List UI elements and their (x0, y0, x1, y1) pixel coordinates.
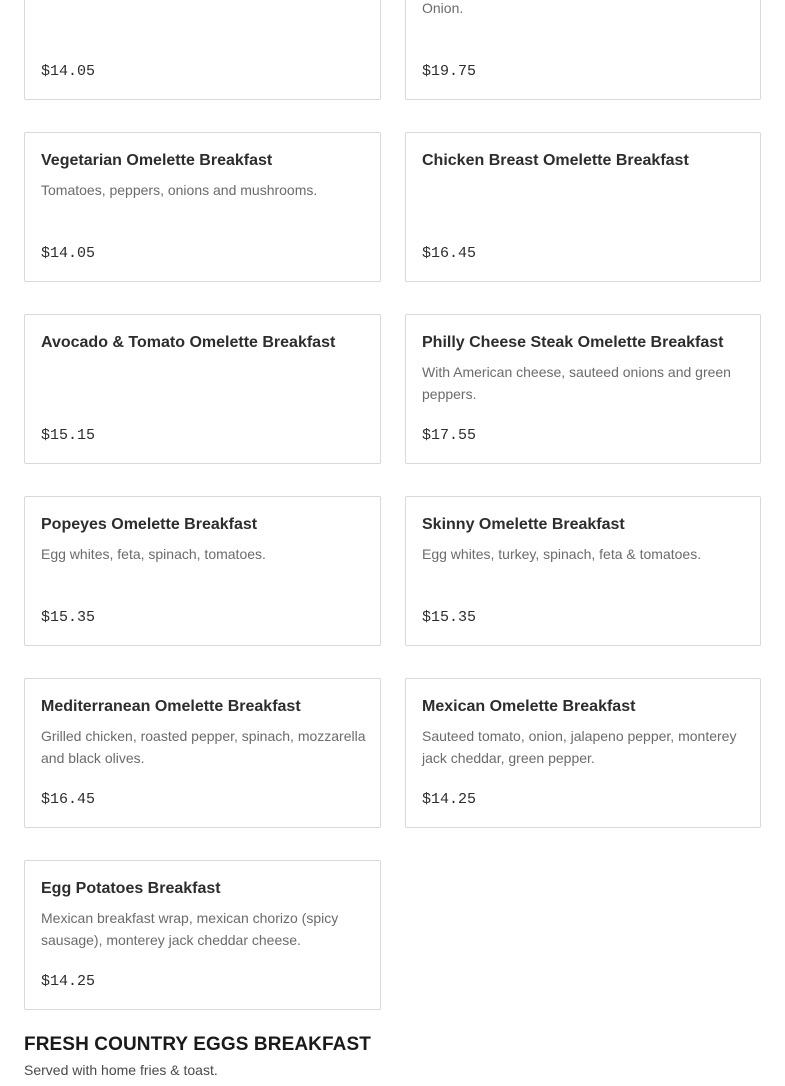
menu-item-card[interactable] (405, 496, 761, 646)
menu-item-card[interactable] (24, 0, 381, 100)
menu-item-grid (24, 0, 761, 1010)
menu-item-price: $14.05 (41, 63, 96, 80)
menu-item-description: Grilled chicken, roasted pepper, spinach, mozzarella and black olives. (41, 728, 366, 766)
menu-item-price: $19.75 (422, 63, 477, 80)
menu-item-price: $15.15 (41, 427, 96, 444)
menu-item-price: $14.05 (41, 245, 96, 262)
menu-item-name: Mediterranean Omelette Breakfast (41, 698, 301, 715)
menu-item-description: Sauteed tomato, onion, jalapeno pepper, monterey jack cheddar, green pepper. (422, 728, 737, 766)
menu-item-card[interactable] (24, 678, 381, 828)
menu-item-price: $16.45 (41, 791, 96, 808)
menu-item-name: Avocado & Tomato Omelette Breakfast (41, 334, 336, 351)
menu-section-header (24, 1033, 761, 1080)
menu-item-price: $15.35 (41, 609, 96, 626)
section-subtitle: Served with home fries & toast. (24, 1062, 218, 1078)
menu-item-card[interactable] (24, 496, 381, 646)
menu-item-description: With American cheese, sauteed onions and green peppers. (422, 364, 731, 402)
menu-item-card[interactable] (24, 132, 381, 282)
menu-item-name: Egg Potatoes Breakfast (41, 880, 221, 897)
menu-item-price: $16.45 (422, 245, 477, 262)
menu-item-name: Skinny Omelette Breakfast (422, 516, 625, 533)
menu-item-description: Tomatoes, peppers, onions and mushrooms. (41, 182, 318, 198)
menu-item-price: $15.35 (422, 609, 477, 626)
menu-item-card[interactable] (24, 314, 381, 464)
menu-item-card[interactable] (405, 314, 761, 464)
section-title: FRESH COUNTRY EGGS BREAKFAST (24, 1034, 371, 1055)
menu-item-name: Philly Cheese Steak Omelette Breakfast (422, 334, 724, 351)
menu-item-name: Vegetarian Omelette Breakfast (41, 152, 273, 169)
menu-item-description: Egg whites, turkey, spinach, feta & tomatoes. (422, 546, 702, 562)
menu-item-card[interactable] (24, 860, 381, 1010)
menu-item-price: $17.55 (422, 427, 477, 444)
menu-item-name: Popeyes Omelette Breakfast (41, 516, 258, 533)
menu-item-card[interactable] (405, 678, 761, 828)
menu-item-description: Egg whites, feta, spinach, tomatoes. (41, 546, 266, 562)
menu-item-description: Mexican breakfast wrap, mexican chorizo (spicy sausage), monterey jack cheddar cheese. (41, 910, 339, 948)
menu-item-card[interactable] (405, 0, 761, 100)
menu-item-name: Mexican Omelette Breakfast (422, 698, 636, 715)
menu-item-card[interactable] (405, 132, 761, 282)
menu-item-price: $14.25 (41, 973, 96, 990)
menu-item-name: Chicken Breast Omelette Breakfast (422, 152, 689, 169)
menu-item-description: Onion. (422, 0, 464, 16)
menu-item-price: $14.25 (422, 791, 477, 808)
